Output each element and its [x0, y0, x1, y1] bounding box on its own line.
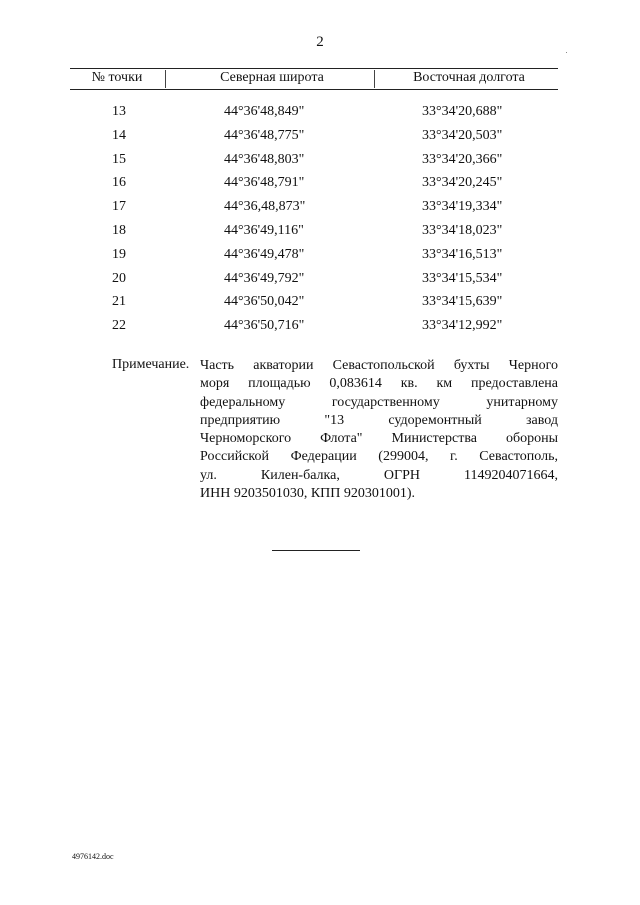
note-line: предприятию "13 судоремонтный завод	[200, 412, 558, 428]
note-line: ИНН 9203501030, КПП 920301001).	[200, 486, 416, 502]
note-text	[200, 357, 558, 503]
table-row	[70, 294, 558, 318]
table-row	[70, 318, 558, 342]
point-number-cell: 17	[112, 199, 126, 215]
longitude-cell: 33°34'15,639"	[422, 294, 503, 310]
table-row	[70, 152, 558, 176]
longitude-cell: 33°34'19,334"	[422, 199, 503, 215]
longitude-cell: 33°34'12,992"	[422, 318, 503, 334]
table-top-rule	[70, 68, 558, 69]
header-north-latitude: Северная широта	[220, 70, 324, 85]
longitude-cell: 33°34'15,534"	[422, 270, 503, 286]
page-number: 2	[316, 34, 324, 50]
longitude-cell: 33°34'20,366"	[422, 151, 503, 167]
latitude-cell: 44°36'50,042"	[224, 294, 305, 310]
table-header-rule	[70, 89, 558, 90]
point-number-cell: 15	[112, 151, 126, 167]
point-number-cell: 22	[112, 318, 126, 334]
latitude-cell: 44°36'48,775"	[224, 127, 305, 143]
table-body	[70, 104, 558, 342]
point-number-cell: 21	[112, 294, 126, 310]
header-separator	[374, 70, 375, 88]
table-row	[70, 175, 558, 199]
point-number-cell: 16	[112, 175, 126, 191]
header-east-longitude: Восточная долгота	[413, 70, 525, 85]
table-row	[70, 223, 558, 247]
latitude-cell: 44°36'48,791"	[224, 175, 305, 191]
header-separator	[165, 70, 166, 88]
file-name-footer: 4976142.doc	[72, 852, 114, 861]
note-line: Часть акватории Севастопольской бухты Черного	[200, 358, 558, 373]
scan-speck	[566, 52, 567, 53]
note-line: Российской Федерации (299004, г. Севастополь,	[200, 449, 558, 465]
note-line: ул. Килен-балка, ОГРН 1149204071664,	[200, 467, 558, 483]
point-number-cell: 19	[112, 246, 126, 262]
table-header	[70, 70, 558, 88]
table-row	[70, 104, 558, 128]
longitude-cell: 33°34'20,503"	[422, 127, 503, 143]
latitude-cell: 44°36,48,873"	[224, 199, 306, 215]
latitude-cell: 44°36'48,849"	[224, 104, 305, 119]
longitude-cell: 33°34'16,513"	[422, 246, 503, 262]
end-rule	[272, 550, 360, 551]
latitude-cell: 44°36'49,792"	[224, 270, 305, 286]
header-point-number: № точки	[91, 70, 143, 85]
table-row	[70, 247, 558, 271]
latitude-cell: 44°36'49,116"	[224, 222, 304, 238]
note-line: моря площадью 0,083614 кв. км предоставлена	[200, 376, 558, 392]
longitude-cell: 33°34'18,023"	[422, 222, 503, 238]
note-line: федеральному государственному унитарному	[200, 394, 558, 410]
note-label: Примечание.	[112, 357, 190, 372]
longitude-cell: 33°34'20,688"	[422, 104, 503, 119]
point-number-cell: 14	[112, 127, 126, 143]
note-line: Черноморского Флота" Министерства обороны	[200, 431, 558, 447]
point-number-cell: 13	[112, 104, 126, 119]
table-row	[70, 199, 558, 223]
latitude-cell: 44°36'48,803"	[224, 151, 305, 167]
table-row	[70, 128, 558, 152]
latitude-cell: 44°36'49,478"	[224, 246, 305, 262]
longitude-cell: 33°34'20,245"	[422, 175, 503, 191]
point-number-cell: 18	[112, 222, 126, 238]
latitude-cell: 44°36'50,716"	[224, 318, 305, 334]
point-number-cell: 20	[112, 270, 126, 286]
table-row	[70, 271, 558, 295]
